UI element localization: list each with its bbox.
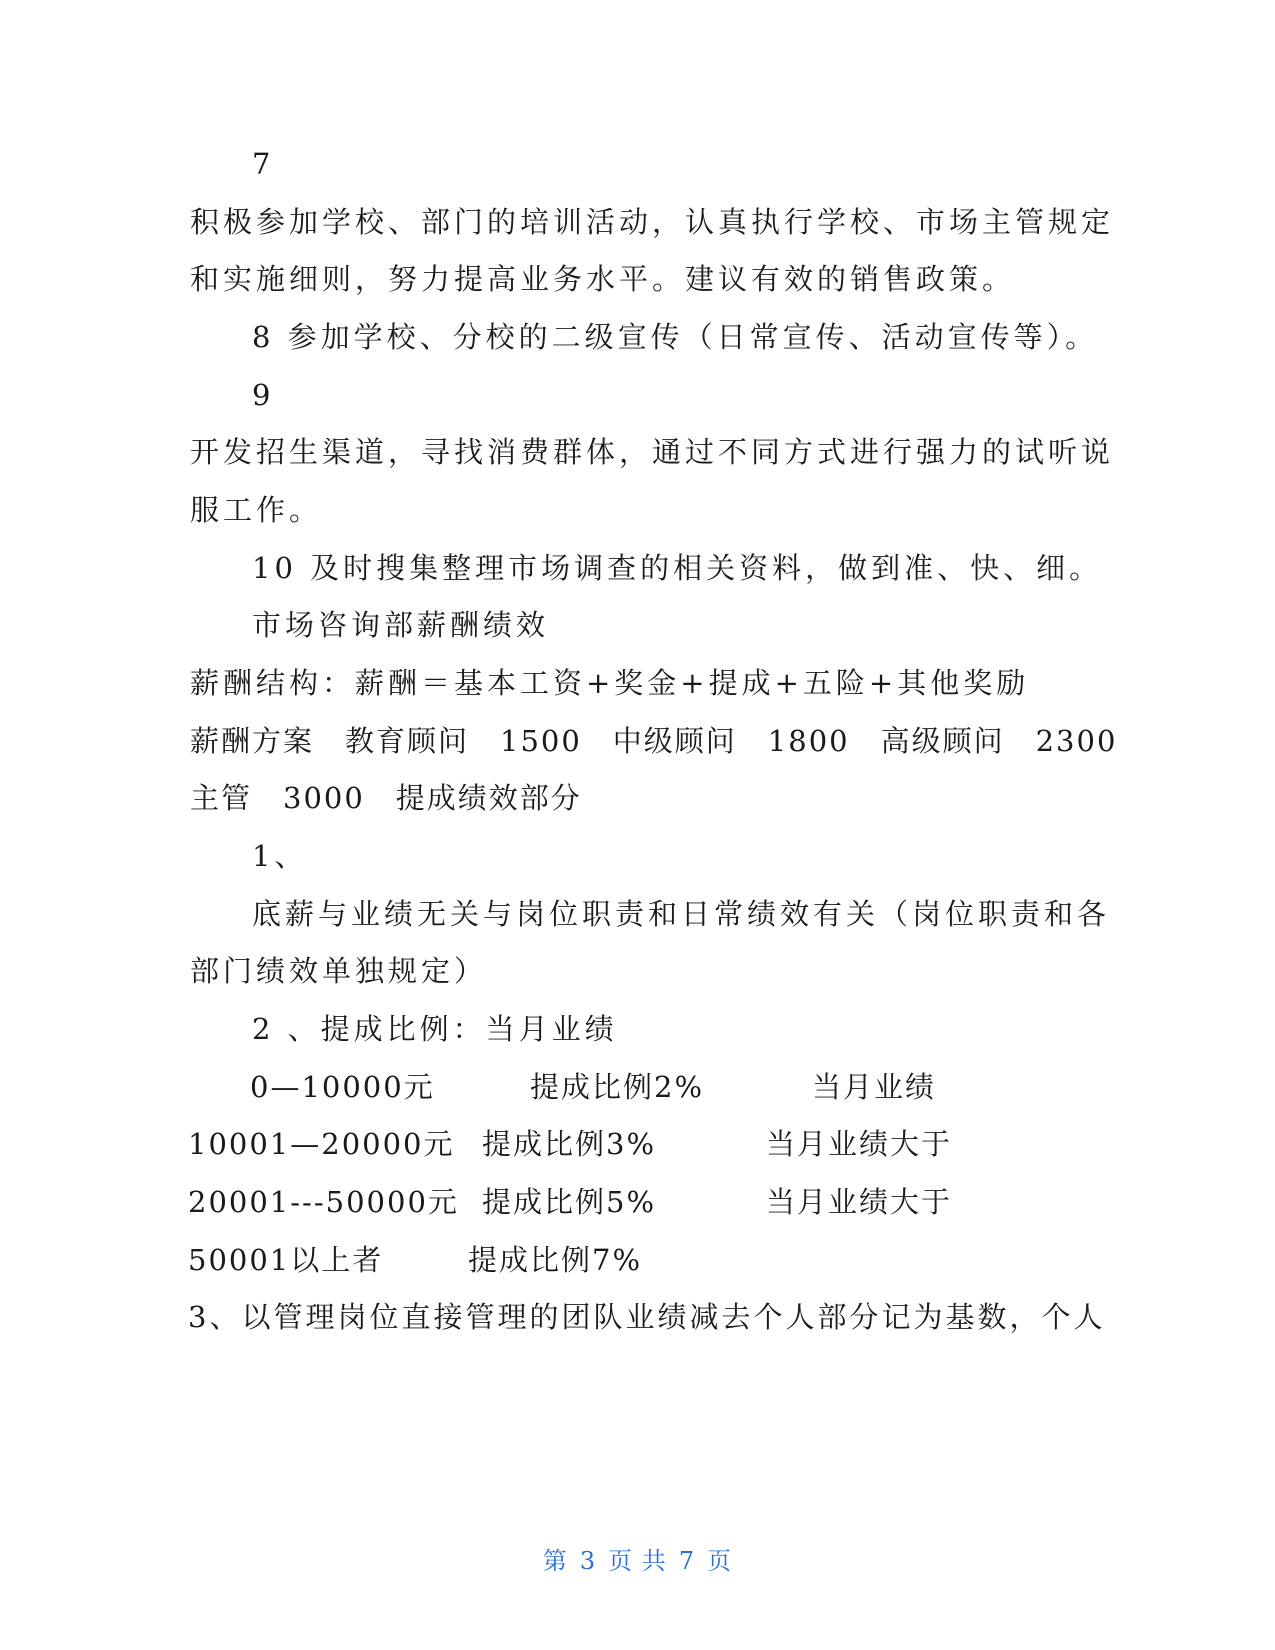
item-9-line-2: 服工作。: [190, 493, 323, 527]
rate-percent: 提成比例7%: [468, 1243, 643, 1277]
item-7-line-2: 和实施细则，努力提高业务水平。建议有效的销售政策。: [190, 262, 1016, 296]
footer-page-total: 7: [678, 1547, 696, 1575]
section-title: 市场咨询部薪酬绩效: [252, 608, 550, 642]
rate-percent: 提成比例2%: [530, 1070, 705, 1104]
rate-note: 当月业绩大于: [766, 1127, 953, 1161]
rate-range: 50001以上者: [188, 1243, 384, 1277]
item-1-number: 1、: [252, 839, 308, 873]
footer-label-page: 第: [542, 1547, 568, 1575]
rate-range: 20001---50000元: [188, 1185, 459, 1219]
item-9-number: 9: [252, 378, 275, 412]
rate-note: 当月业绩: [812, 1070, 937, 1104]
item-9-line-1: 开发招生渠道，寻找消费群体，通过不同方式进行强力的试听说: [190, 435, 1115, 469]
item-1-line-2: 部门绩效单独规定）: [190, 954, 488, 988]
salary-plan-line-2: 主管 3000 提成绩效部分: [190, 781, 582, 815]
footer-page-current: 3: [579, 1547, 597, 1575]
item-7-line-1: 积极参加学校、部门的培训活动，认真执行学校、市场主管规定: [190, 205, 1115, 239]
item-2: 2 、提成比例：当月业绩: [252, 1012, 618, 1046]
rate-range: 0—10000元: [250, 1070, 435, 1104]
rate-percent: 提成比例3%: [482, 1127, 657, 1161]
item-1-line-1: 底薪与业绩无关与岗位职责和日常绩效有关（岗位职责和各: [252, 897, 1111, 931]
rate-range: 10001—20000元: [188, 1127, 455, 1161]
item-3: 3、以管理岗位直接管理的团队业绩减去个人部分记为基数，个人: [188, 1300, 1106, 1334]
footer-label-of: 页 共: [608, 1547, 667, 1575]
item-7-number: 7: [252, 147, 275, 181]
rate-note: 当月业绩大于: [766, 1185, 953, 1219]
footer-label-pages: 页: [707, 1547, 733, 1575]
page-footer: [0, 1545, 1275, 1577]
item-8: 8 参加学校、分校的二级宣传（日常宣传、活动宣传等）。: [252, 320, 1099, 354]
item-10: 10 及时搜集整理市场调查的相关资料，做到准、快、细。: [252, 551, 1103, 585]
salary-structure: 薪酬结构：薪酬＝基本工资+奖金+提成+五险+其他奖励: [190, 666, 1030, 700]
rate-percent: 提成比例5%: [482, 1185, 657, 1219]
salary-plan-line-1: 薪酬方案 教育顾问 1500 中级顾问 1800 高级顾问 2300: [190, 724, 1118, 758]
